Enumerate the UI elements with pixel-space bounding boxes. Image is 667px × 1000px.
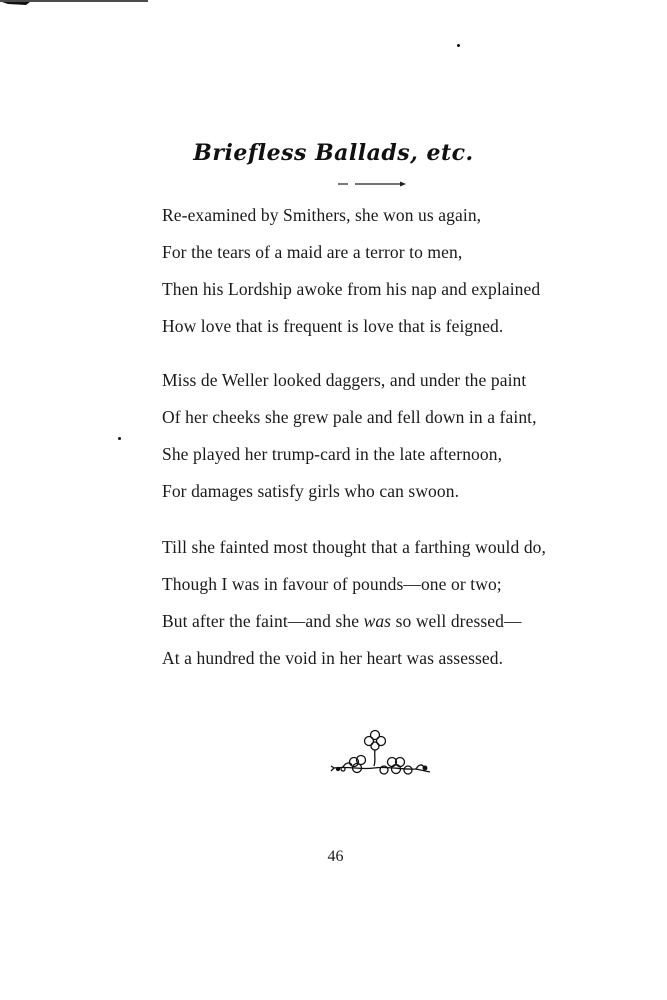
ink-speck xyxy=(457,44,460,47)
running-title: Briefless Ballads, etc. xyxy=(193,140,474,166)
stanza-2 xyxy=(162,362,632,510)
verse-text: so well dressed— xyxy=(391,611,522,631)
verse-line xyxy=(162,603,632,640)
stanza-1 xyxy=(162,197,632,345)
verse-text: But after the faint—and she xyxy=(162,611,364,631)
verse-line: How love that is frequent is love that is feigned. xyxy=(162,316,504,336)
verse-line: Till she fainted most thought that a farthing would do, xyxy=(162,537,546,557)
ink-speck xyxy=(118,437,121,440)
emphasized-word: was xyxy=(363,611,392,631)
verse-line: Miss de Weller looked daggers, and under the paint xyxy=(162,370,527,390)
clover-vine-ornament-icon xyxy=(330,726,434,782)
verse-line: Though I was in favour of pounds—one or two; xyxy=(162,574,502,594)
verse-line: Then his Lordship awoke from his nap and explained xyxy=(162,279,541,299)
stanza-3 xyxy=(162,529,632,677)
verse-line: She played her trump-card in the late afternoon, xyxy=(162,444,503,464)
verse-line: Re-examined by Smithers, she won us again, xyxy=(162,205,482,225)
title-rule-ornament xyxy=(338,178,408,188)
verse-line: At a hundred the void in her heart was assessed. xyxy=(162,648,504,668)
verse-line: Of her cheeks she grew pale and fell down in a faint, xyxy=(162,407,537,427)
verse-line: For damages satisfy girls who can swoon. xyxy=(162,481,460,501)
verse-line: For the tears of a maid are a terror to men, xyxy=(162,242,463,262)
scan-edge-mark xyxy=(0,0,148,6)
page-number: 46 xyxy=(327,848,344,865)
